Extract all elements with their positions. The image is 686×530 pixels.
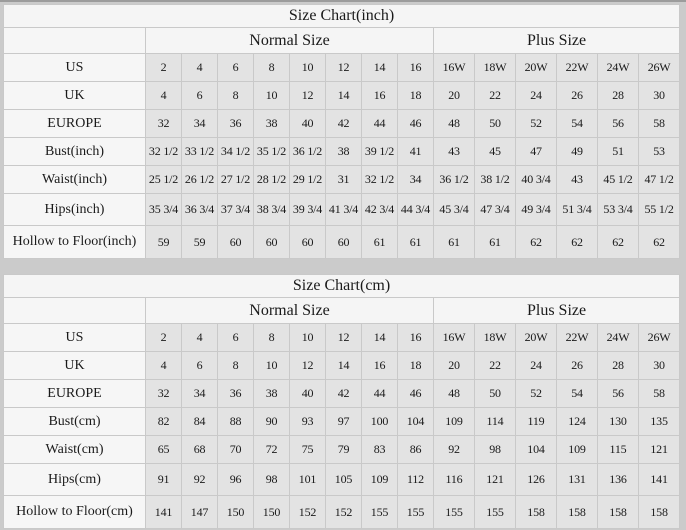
size-cell: 121: [639, 436, 680, 464]
size-cell: 44: [362, 110, 398, 138]
size-cell: 104: [516, 436, 557, 464]
size-cell: 83: [362, 436, 398, 464]
size-cell: 62: [598, 226, 639, 259]
size-cell: 62: [639, 226, 680, 259]
size-cell: 30: [639, 82, 680, 110]
size-cell: 22: [475, 352, 516, 380]
size-cell: 28: [598, 352, 639, 380]
size-cell: 39 3/4: [290, 194, 326, 226]
size-cell: 75: [290, 436, 326, 464]
size-cell: 26: [557, 82, 598, 110]
size-cell: 84: [182, 408, 218, 436]
table-row: [4, 54, 680, 82]
size-cell: 116: [434, 464, 475, 496]
size-cell: 35 1/2: [254, 138, 290, 166]
size-cell: 34: [182, 380, 218, 408]
size-cell: 105: [326, 464, 362, 496]
size-cell: 39 1/2: [362, 138, 398, 166]
size-cell: 18W: [475, 324, 516, 352]
size-cell: 50: [475, 110, 516, 138]
size-cell: 141: [639, 464, 680, 496]
size-cell: 51 3/4: [557, 194, 598, 226]
size-cell: 44 3/4: [398, 194, 434, 226]
table-row: [4, 226, 680, 259]
size-cell: 36: [218, 380, 254, 408]
size-cell: 24W: [598, 54, 639, 82]
size-cell: 8: [254, 54, 290, 82]
size-cell: 109: [362, 464, 398, 496]
group-header-row: [4, 28, 680, 54]
size-cell: 51: [598, 138, 639, 166]
size-cell: 28 1/2: [254, 166, 290, 194]
size-cell: 20: [434, 352, 475, 380]
row-label: UK: [4, 352, 146, 380]
size-cell: 61: [398, 226, 434, 259]
size-cell: 24W: [598, 324, 639, 352]
size-cell: 46: [398, 380, 434, 408]
size-cell: 40 3/4: [516, 166, 557, 194]
size-cell: 45 3/4: [434, 194, 475, 226]
size-cell: 59: [146, 226, 182, 259]
size-cell: 91: [146, 464, 182, 496]
size-cell: 8: [218, 352, 254, 380]
size-cell: 26W: [639, 324, 680, 352]
size-cell: 36 1/2: [434, 166, 475, 194]
size-cell: 53: [639, 138, 680, 166]
size-cell: 59: [182, 226, 218, 259]
size-cell: 60: [326, 226, 362, 259]
size-cell: 70: [218, 436, 254, 464]
table-row: [4, 352, 680, 380]
size-cell: 58: [639, 380, 680, 408]
size-cell: 54: [557, 110, 598, 138]
row-label: Hips(inch): [4, 194, 146, 226]
size-cell: 18: [398, 82, 434, 110]
size-cell: 104: [398, 408, 434, 436]
size-cell: 26 1/2: [182, 166, 218, 194]
size-cell: 4: [146, 82, 182, 110]
size-cell: 158: [639, 496, 680, 529]
size-cell: 6: [182, 352, 218, 380]
size-cell: 34: [398, 166, 434, 194]
size-cell: 8: [218, 82, 254, 110]
size-chart-page: [0, 2, 686, 529]
size-cell: 52: [516, 380, 557, 408]
size-cell: 8: [254, 324, 290, 352]
size-cell: 22W: [557, 324, 598, 352]
table-row: [4, 464, 680, 496]
size-cell: 61: [362, 226, 398, 259]
size-chart-inch-table: [3, 4, 680, 259]
size-cell: 29 1/2: [290, 166, 326, 194]
size-cell: 92: [182, 464, 218, 496]
size-cell: 43: [434, 138, 475, 166]
size-cell: 6: [218, 324, 254, 352]
size-cell: 82: [146, 408, 182, 436]
size-cell: 121: [475, 464, 516, 496]
size-cell: 37 3/4: [218, 194, 254, 226]
size-cell: 49 3/4: [516, 194, 557, 226]
size-cell: 115: [598, 436, 639, 464]
size-cell: 93: [290, 408, 326, 436]
size-cell: 152: [326, 496, 362, 529]
size-cell: 92: [434, 436, 475, 464]
size-cell: 34: [182, 110, 218, 138]
size-cell: 41: [398, 138, 434, 166]
size-cell: 42: [326, 110, 362, 138]
size-cell: 20W: [516, 324, 557, 352]
size-cell: 158: [516, 496, 557, 529]
size-cell: 14: [362, 324, 398, 352]
size-cell: 135: [639, 408, 680, 436]
size-cell: 131: [557, 464, 598, 496]
table-title-row: [4, 275, 680, 298]
size-cell: 101: [290, 464, 326, 496]
size-cell: 112: [398, 464, 434, 496]
size-cell: 30: [639, 352, 680, 380]
size-cell: 31: [326, 166, 362, 194]
group-header-row: [4, 298, 680, 324]
size-cell: 16W: [434, 324, 475, 352]
table-row: [4, 380, 680, 408]
size-cell: 20W: [516, 54, 557, 82]
group-header-plus-size: Plus Size: [434, 298, 680, 324]
size-cell: 62: [516, 226, 557, 259]
size-chart-cm-table: [3, 274, 680, 529]
size-cell: 124: [557, 408, 598, 436]
size-cell: 38 1/2: [475, 166, 516, 194]
size-cell: 41 3/4: [326, 194, 362, 226]
size-cell: 60: [218, 226, 254, 259]
size-cell: 33 1/2: [182, 138, 218, 166]
size-cell: 52: [516, 110, 557, 138]
size-cell: 16: [398, 54, 434, 82]
corner-cell: [4, 28, 146, 54]
size-cell: 55 1/2: [639, 194, 680, 226]
size-cell: 4: [182, 54, 218, 82]
row-label: EUROPE: [4, 110, 146, 138]
table-row: [4, 496, 680, 529]
size-cell: 114: [475, 408, 516, 436]
row-label: EUROPE: [4, 380, 146, 408]
size-cell: 12: [326, 324, 362, 352]
size-cell: 62: [557, 226, 598, 259]
size-cell: 45: [475, 138, 516, 166]
size-cell: 61: [434, 226, 475, 259]
size-cell: 119: [516, 408, 557, 436]
size-cell: 42 3/4: [362, 194, 398, 226]
size-cell: 65: [146, 436, 182, 464]
table-row: [4, 138, 680, 166]
size-cell: 10: [254, 352, 290, 380]
size-cell: 47 1/2: [639, 166, 680, 194]
group-header-plus-size: Plus Size: [434, 28, 680, 54]
size-cell: 109: [557, 436, 598, 464]
size-cell: 18: [398, 352, 434, 380]
size-cell: 152: [290, 496, 326, 529]
size-cell: 43: [557, 166, 598, 194]
size-cell: 60: [254, 226, 290, 259]
size-cell: 6: [218, 54, 254, 82]
size-cell: 36: [218, 110, 254, 138]
size-cell: 22W: [557, 54, 598, 82]
size-cell: 10: [290, 54, 326, 82]
table-row: [4, 324, 680, 352]
size-cell: 38 3/4: [254, 194, 290, 226]
size-cell: 16: [362, 352, 398, 380]
size-cell: 141: [146, 496, 182, 529]
size-cell: 97: [326, 408, 362, 436]
size-cell: 158: [598, 496, 639, 529]
size-cell: 4: [182, 324, 218, 352]
size-cell: 4: [146, 352, 182, 380]
size-cell: 34 1/2: [218, 138, 254, 166]
size-cell: 26W: [639, 54, 680, 82]
size-cell: 32: [146, 380, 182, 408]
size-cell: 47: [516, 138, 557, 166]
size-cell: 155: [475, 496, 516, 529]
row-label: US: [4, 54, 146, 82]
size-cell: 22: [475, 82, 516, 110]
row-label: Bust(cm): [4, 408, 146, 436]
size-cell: 10: [254, 82, 290, 110]
size-cell: 12: [290, 352, 326, 380]
size-cell: 27 1/2: [218, 166, 254, 194]
row-label: Hollow to Floor(inch): [4, 226, 146, 259]
size-cell: 28: [598, 82, 639, 110]
size-cell: 40: [290, 380, 326, 408]
row-label: US: [4, 324, 146, 352]
size-cell: 109: [434, 408, 475, 436]
row-label: UK: [4, 82, 146, 110]
size-cell: 32 1/2: [362, 166, 398, 194]
size-cell: 46: [398, 110, 434, 138]
size-cell: 16W: [434, 54, 475, 82]
size-cell: 72: [254, 436, 290, 464]
size-cell: 150: [254, 496, 290, 529]
size-cell: 130: [598, 408, 639, 436]
size-cell: 147: [182, 496, 218, 529]
table-row: [4, 82, 680, 110]
size-cell: 10: [290, 324, 326, 352]
size-cell: 79: [326, 436, 362, 464]
row-label: Waist(inch): [4, 166, 146, 194]
size-cell: 38: [326, 138, 362, 166]
table-title: Size Chart(cm): [4, 275, 680, 298]
size-cell: 155: [434, 496, 475, 529]
size-cell: 18W: [475, 54, 516, 82]
table-row: [4, 194, 680, 226]
size-cell: 36 1/2: [290, 138, 326, 166]
size-cell: 6: [182, 82, 218, 110]
size-cell: 16: [398, 324, 434, 352]
size-cell: 14: [326, 352, 362, 380]
row-label: Hips(cm): [4, 464, 146, 496]
size-cell: 38: [254, 110, 290, 138]
size-cell: 53 3/4: [598, 194, 639, 226]
size-cell: 32: [146, 110, 182, 138]
size-cell: 50: [475, 380, 516, 408]
table-row: [4, 408, 680, 436]
size-cell: 136: [598, 464, 639, 496]
size-cell: 26: [557, 352, 598, 380]
size-cell: 158: [557, 496, 598, 529]
size-cell: 61: [475, 226, 516, 259]
size-cell: 100: [362, 408, 398, 436]
size-cell: 16: [362, 82, 398, 110]
size-cell: 2: [146, 324, 182, 352]
table-row: [4, 436, 680, 464]
size-cell: 44: [362, 380, 398, 408]
size-cell: 47 3/4: [475, 194, 516, 226]
size-cell: 12: [326, 54, 362, 82]
size-cell: 14: [362, 54, 398, 82]
size-cell: 36 3/4: [182, 194, 218, 226]
size-cell: 32 1/2: [146, 138, 182, 166]
size-cell: 12: [290, 82, 326, 110]
size-cell: 42: [326, 380, 362, 408]
size-cell: 35 3/4: [146, 194, 182, 226]
size-cell: 155: [398, 496, 434, 529]
row-label: Bust(inch): [4, 138, 146, 166]
size-cell: 56: [598, 110, 639, 138]
size-cell: 126: [516, 464, 557, 496]
size-cell: 98: [475, 436, 516, 464]
size-cell: 56: [598, 380, 639, 408]
size-cell: 58: [639, 110, 680, 138]
size-cell: 49: [557, 138, 598, 166]
group-header-normal-size: Normal Size: [146, 298, 434, 324]
size-cell: 96: [218, 464, 254, 496]
size-cell: 25 1/2: [146, 166, 182, 194]
size-cell: 86: [398, 436, 434, 464]
size-cell: 20: [434, 82, 475, 110]
row-label: Waist(cm): [4, 436, 146, 464]
size-cell: 60: [290, 226, 326, 259]
table-row: [4, 110, 680, 138]
size-cell: 48: [434, 380, 475, 408]
size-cell: 54: [557, 380, 598, 408]
size-cell: 90: [254, 408, 290, 436]
table-row: [4, 166, 680, 194]
table-title: Size Chart(inch): [4, 5, 680, 28]
size-cell: 68: [182, 436, 218, 464]
size-cell: 155: [362, 496, 398, 529]
size-cell: 48: [434, 110, 475, 138]
size-cell: 24: [516, 82, 557, 110]
size-cell: 14: [326, 82, 362, 110]
size-cell: 88: [218, 408, 254, 436]
size-cell: 150: [218, 496, 254, 529]
size-cell: 24: [516, 352, 557, 380]
size-cell: 98: [254, 464, 290, 496]
size-cell: 40: [290, 110, 326, 138]
row-label: Hollow to Floor(cm): [4, 496, 146, 529]
size-cell: 38: [254, 380, 290, 408]
size-cell: 2: [146, 54, 182, 82]
size-cell: 45 1/2: [598, 166, 639, 194]
corner-cell: [4, 298, 146, 324]
group-header-normal-size: Normal Size: [146, 28, 434, 54]
table-title-row: [4, 5, 680, 28]
